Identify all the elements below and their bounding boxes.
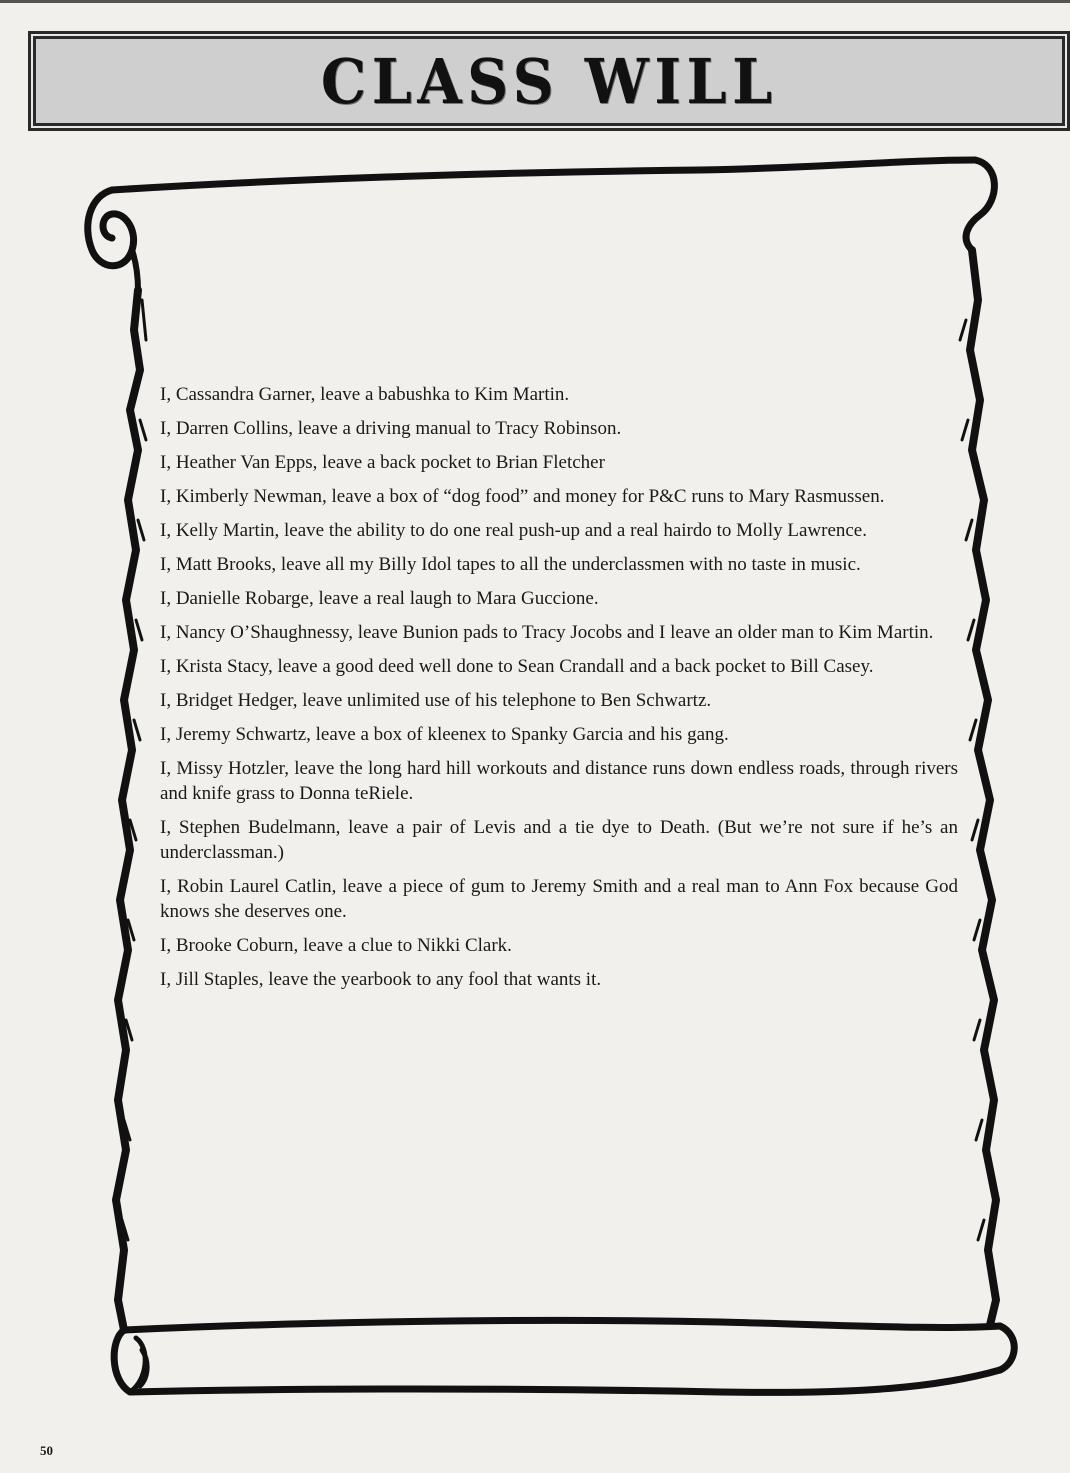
will-entry: I, Nancy O’Shaughnessy, leave Bunion pads to Tracy Jocobs and I leave an older man to Kim Martin.	[160, 622, 934, 643]
page-number: 50	[40, 1443, 53, 1458]
page-title: CLASS WILL	[320, 44, 778, 118]
scroll-right-edge	[970, 250, 996, 1325]
will-entry: I, Krista Stacy, leave a good deed well done to Sean Crandall and a back pocket to Bill Casey.	[160, 656, 874, 677]
will-entry: I, Jill Staples, leave the yearbook to any fool that wants it.	[160, 969, 602, 990]
will-entry: I, Missy Hotzler, leave the long hard hill workouts and distance runs down endless roads, through rivers and knife grass to Donna teRiele.	[160, 758, 958, 804]
will-entry: I, Danielle Robarge, leave a real laugh to Mara Guccione.	[160, 588, 599, 609]
will-entry: I, Heather Van Epps, leave a back pocket to Brian Fletcher	[160, 452, 605, 473]
scroll-top-edge	[112, 160, 975, 190]
will-entry: I, Darren Collins, leave a driving manual to Tracy Robinson.	[160, 418, 622, 439]
scroll-bottom-left-roll	[130, 1338, 147, 1392]
will-entry: I, Bridget Hedger, leave unlimited use of his telephone to Ben Schwartz.	[160, 690, 712, 711]
scroll-left-edge	[116, 290, 140, 1330]
scroll-top-left-roll	[88, 190, 134, 266]
will-entry: I, Brooke Coburn, leave a clue to Nikki Clark.	[160, 935, 512, 956]
class-will-list	[160, 382, 958, 1001]
scroll-bottom-edge	[124, 1320, 1000, 1330]
will-entry: I, Matt Brooks, leave all my Billy Idol tapes to all the underclassmen with no taste in music.	[160, 554, 861, 575]
will-entry: I, Cassandra Garner, leave a babushka to Kim Martin.	[160, 384, 570, 405]
scroll-top-right-curl	[966, 160, 994, 250]
will-entry: I, Kimberly Newman, leave a box of “dog food” and money for P&C runs to Mary Rasmussen.	[160, 486, 885, 507]
will-entry: I, Stephen Budelmann, leave a pair of Levis and a tie dye to Death. (But we’re not sure if he’s an underclassman.)	[160, 817, 958, 863]
will-entry: I, Kelly Martin, leave the ability to do one real push-up and a real hairdo to Molly Lawrence.	[160, 520, 867, 541]
will-entry: I, Robin Laurel Catlin, leave a piece of gum to Jeremy Smith and a real man to Ann Fox because God knows she deserves one.	[160, 876, 958, 922]
will-entry: I, Jeremy Schwartz, leave a box of kleenex to Spanky Garcia and his gang.	[160, 724, 729, 745]
